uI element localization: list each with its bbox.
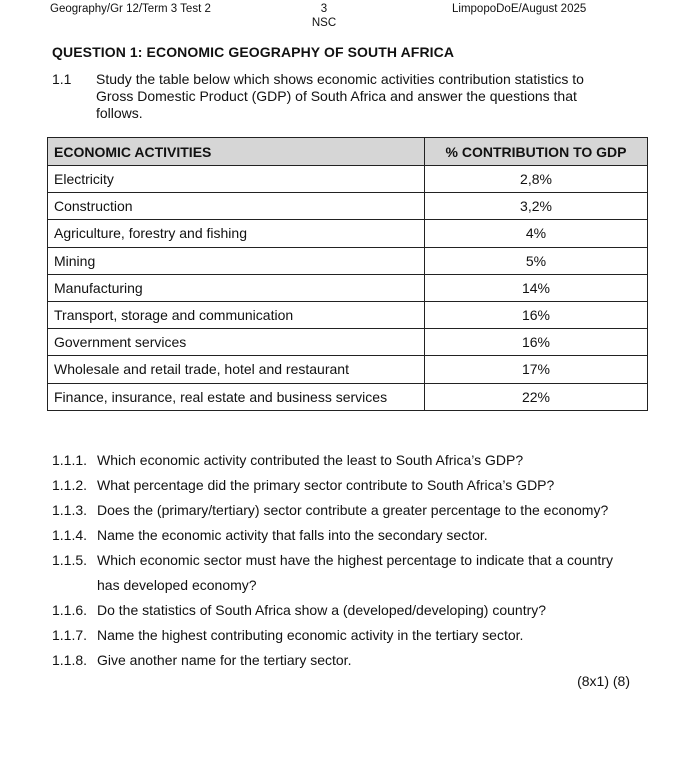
intro-text: Study the table below which shows economic activities contribution statistics to Gross Domestic Product (GDP) of South Africa and answer the questions that follows. <box>96 71 584 121</box>
sub-question-text: Give another name for the tertiary sector. <box>97 652 352 668</box>
marks-allocation: (8x1) (8) <box>577 673 630 689</box>
header-source: LimpopoDoE/August 2025 <box>452 3 587 15</box>
contribution-cell: 4% <box>425 220 648 247</box>
sub-question-text: What percentage did the primary sector contribute to South Africa’s GDP? <box>97 477 555 493</box>
sub-question-number: 1.1.3. <box>52 502 88 518</box>
activity-cell: Finance, insurance, real estate and business services <box>48 383 425 410</box>
sub-question-list <box>52 448 652 673</box>
column-header-activities: ECONOMIC ACTIVITIES <box>48 138 425 166</box>
sub-question-number: 1.1.6. <box>52 602 88 618</box>
contribution-cell: 22% <box>425 383 648 410</box>
header-page <box>300 2 348 30</box>
activity-cell: Agriculture, forestry and fishing <box>48 220 425 247</box>
sub-question-number: 1.1.2. <box>52 477 88 493</box>
table-row <box>48 193 648 220</box>
sub-question-continuation-text: has developed economy? <box>97 577 257 593</box>
column-header-contribution: % CONTRIBUTION TO GDP <box>425 138 648 166</box>
table-header-row <box>48 138 648 166</box>
contribution-cell: 16% <box>425 329 648 356</box>
table-row <box>48 383 648 410</box>
sub-question <box>52 623 652 648</box>
sub-question-number: 1.1.4. <box>52 527 88 543</box>
table-row <box>48 274 648 301</box>
sub-question-text: Which economic activity contributed the least to South Africa’s GDP? <box>97 452 524 468</box>
sub-question-text: Which economic sector must have the highest percentage to indicate that a country <box>97 552 613 568</box>
contribution-cell: 17% <box>425 356 648 383</box>
intro-number: 1.1 <box>52 71 72 87</box>
table-row <box>48 329 648 356</box>
sub-question-number: 1.1.8. <box>52 652 88 668</box>
table-row <box>48 301 648 328</box>
contribution-cell: 16% <box>425 301 648 328</box>
sub-question-text: Does the (primary/tertiary) sector contribute a greater percentage to the economy? <box>97 502 609 518</box>
activity-cell: Mining <box>48 247 425 274</box>
sub-question-text: Name the economic activity that falls into the secondary sector. <box>97 527 488 543</box>
contribution-cell: 2,8% <box>425 166 648 193</box>
sub-question <box>52 648 652 673</box>
sub-question-continuation <box>52 573 652 598</box>
sub-question-number: 1.1.1. <box>52 452 88 468</box>
table-row <box>48 247 648 274</box>
sub-question-text: Do the statistics of South Africa show a (developed/developing) country? <box>97 602 547 618</box>
contribution-cell: 5% <box>425 247 648 274</box>
activity-cell: Manufacturing <box>48 274 425 301</box>
gdp-table <box>47 137 648 411</box>
table-row <box>48 356 648 383</box>
sub-question-number: 1.1.5. <box>52 552 88 568</box>
sub-question <box>52 473 652 498</box>
sub-question-number: 1.1.7. <box>52 627 88 643</box>
activity-cell: Construction <box>48 193 425 220</box>
sub-question <box>52 448 652 473</box>
header-subject: Geography/Gr 12/Term 3 Test 2 <box>50 3 211 15</box>
contribution-cell: 14% <box>425 274 648 301</box>
page-number: 3 <box>320 3 328 15</box>
activity-cell: Electricity <box>48 166 425 193</box>
activity-cell: Transport, storage and communication <box>48 301 425 328</box>
contribution-cell: 3,2% <box>425 193 648 220</box>
sub-question-text: Name the highest contributing economic activity in the tertiary sector. <box>97 627 524 643</box>
activity-cell: Government services <box>48 329 425 356</box>
sub-question <box>52 523 652 548</box>
sub-question <box>52 498 652 523</box>
table-row <box>48 220 648 247</box>
table-row <box>48 166 648 193</box>
sub-question <box>52 598 652 623</box>
activity-cell: Wholesale and retail trade, hotel and restaurant <box>48 356 425 383</box>
sub-question <box>52 548 652 573</box>
question-title: QUESTION 1: ECONOMIC GEOGRAPHY OF SOUTH AFRICA <box>52 44 455 60</box>
page-code: NSC <box>311 17 337 29</box>
